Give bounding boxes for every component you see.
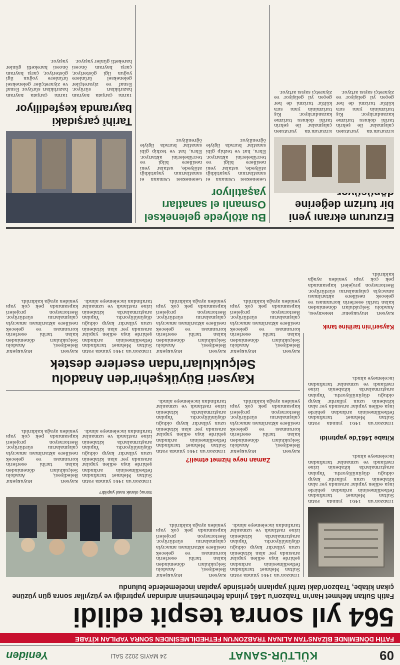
main-subhead: Fatih Sultan Mehmet Han'ın Trabzon'u 1461 yılında fethetmesinin ardından yaptırdığı ve yüzyıllar sonra gün yüzüne çıkan kitabe, Trabzon'daki tarihî yapıların içerisinde yapılan incelemelerde bulundu [12, 583, 394, 599]
article-text-erz-2: Erzurum'da yürütülen çalışmalar ile şehrin tarihi dokusu turizme kazandırılıyor. Kış turizminin yanı sıra kültür turizmi de her geçen yıl gelişiyor ve ziyaretçi sayısı artıyor. [274, 88, 332, 133]
article-text-mid-4: Trabzon'un 1461 yılında Fatih Sultan Mehmet tarafından fethedilmesinin ardından şehirde inşa edilen yapılar arasında yer alan kitabenin uzun yıllardır kayıp olduğu düşünülüyordu. Yapılan araştırmalarda kitabenin izine rastlandı ve uzmanlar tarafından incelemeye alındı. [156, 397, 226, 453]
article-text-k4: Kayseri Büyükşehir Belediyesi, Anadolu Selçukluları döneminden kalan tarihi eserlerin korunması ve gelecek nesillere aktarılması amacıyla çalışmalarını sürdürüyor. Restorasyon projeleri kapsamında pek çok yapı yeniden ayağa kaldırıldı. [6, 297, 78, 353]
column-rule-3 [135, 5, 136, 223]
column-rule [303, 333, 304, 577]
bottom-section-rule [6, 227, 394, 229]
bazaar-headline: Tarihî çarşıdaki bayramda keşfediliyor [15, 102, 132, 127]
atolye-headline: Bu atölyede geleneksel Osmanlı el sanatları yaşatılıyor [144, 186, 266, 223]
officials-photo-art [6, 497, 152, 577]
article-text-left-1: Trabzon'un 1461 yılında Fatih Sultan Mehmet tarafından fethedilmesinin ardından şehirde inşa edilen yapılar arasında yer alan kitabenin uzun yıllardır kayıp olduğu düşünülüyordu. Yapılan araştırmalarda kitabenin izine rastlandı ve uzmanlar tarafından incelemeye alındı. [308, 453, 394, 503]
article-text-left-2: Trabzon'un 1461 yılında Fatih Sultan Mehmet tarafından fethedilmesinin ardından şehirde inşa edilen yapılar arasında yer alan kitabenin uzun yıllardır kayıp olduğu düşünülüyordu. Yapılan araştırmalarda kitabenin izine rastlandı ve uzmanlar tarafından incelemeye alındı. [308, 375, 394, 425]
red-subheading: Kayseri'nin tarihine tanık [322, 323, 394, 329]
section-title: KÜLTÜR-SANAT [228, 649, 318, 662]
article-text-mid-3: Kayseri Büyükşehir Belediyesi, Anadolu Selçukluları döneminden kalan tarihi eserlerin korunması ve gelecek nesillere aktarılması amacıyla çalışmalarını sürdürüyor. Restorasyon projeleri kapsamında pek çok yapı yeniden ayağa kaldırıldı. [230, 397, 300, 453]
article-text-at-2: Geleneksel Osmanlı el sanatlarının yaşatıldığı atölyede, ustalar yeni nesillere bilgi ve tecrübelerini aktarıyor. Ebru, hat ve tezhip gibi sanatlar burada ilgiyle öğreniliyor. [140, 136, 202, 181]
article-text-mid-2: Kayseri Büyükşehir Belediyesi, Anadolu Selçukluları döneminden kalan tarihi eserlerin korunması ve gelecek nesillere aktarılması amacıyla çalışmalarını sürdürüyor. Restorasyon projeleri kapsamında pek çok yapı yeniden ayağa kaldırıldı. [156, 521, 226, 577]
article-text-at-1: Geleneksel Osmanlı el sanatlarının yaşatıldığı atölyede, ustalar yeni nesillere bilgi ve tecrübelerini aktarıyor. Ebru, hat ve tezhip gibi sanatlar burada ilgiyle öğreniliyor. [206, 136, 266, 181]
inscription-photo-art [308, 507, 394, 577]
article-text-mid-1: Trabzon'un 1461 yılında Fatih Sultan Mehmet tarafından fethedilmesinin ardından şehirde inşa edilen yapılar arasında yer alan kitabenin uzun yıllardır kayıp olduğu düşünülüyordu. Yapılan araştırmalarda kitabenin izine rastlandı ve uzmanlar tarafından incelemeye alındı. [230, 521, 300, 577]
article-text-erz-1: Erzurum'da yürütülen çalışmalar ile şehrin tarihi dokusu turizme kazandırılıyor. Kış turizminin yanı sıra kültür turizmi de her geçen yıl gelişiyor ve ziyaretçi sayısı artıyor. [336, 88, 394, 133]
erzurum-photo-art [274, 137, 394, 193]
main-headline: 564 yıl sonra tespit edildi [72, 602, 394, 632]
erzurum-headline: Erzurum ekranı yeni bir turizm değerine [288, 198, 394, 223]
column-rule-2 [269, 5, 270, 223]
article-text-baz-2: Tarihî çarşıda bayram hazırlıkları sürüyor. Esnaf ve ziyaretçiler geleneksel ürünlere yoğun ilgi gösteriyor, çarşı bayram öncesi hareketli günler yaşıyor. [6, 58, 68, 97]
page-number: 09 [379, 648, 394, 663]
article-text-k1: Kayseri Büyükşehir Belediyesi, Anadolu Selçukluları döneminden kalan tarihi eserlerin korunması ve gelecek nesillere aktarılması amacıyla çalışmalarını sürdürüyor. Restorasyon projeleri kapsamında pek çok yapı yeniden ayağa kaldırıldı. [230, 297, 300, 353]
kayseri-headline: Kayseri Büyükşehir'den Anadolu Selçukluları'ndan eserlere destek [50, 357, 256, 387]
article-text-k3: Trabzon'un 1461 yılında Fatih Sultan Mehmet tarafından fethedilmesinin ardından şehirde inşa edilen yapılar arasında yer alan kitabenin uzun yıllardır kayıp olduğu düşünülüyordu. Yapılan araştırmalarda kitabenin izine rastlandı ve uzmanlar tarafından incelemeye alındı. [82, 297, 152, 353]
article-text-baz-1: Tarihî çarşıda bayram hazırlıkları sürüyor. Esnaf ve ziyaretçiler geleneksel ürünlere yoğun ilgi gösteriyor, çarşı bayram öncesi hareketli günler yaşıyor. [72, 58, 132, 97]
page-header [0, 645, 400, 665]
article-text-left-3: Kayseri Büyükşehir Belediyesi, Anadolu Selçukluları döneminden kalan tarihi eserlerin korunması ve gelecek nesillere aktarılması amacıyla çalışmalarını sürdürüyor. Restorasyon projeleri kapsamında pek çok yapı yeniden ayağa kaldırıldı. [308, 270, 394, 315]
officials-photo [6, 497, 152, 577]
officials-caption: Sonuç olarak nasıl yapıldı? [99, 490, 152, 495]
inscription-photo [308, 507, 394, 577]
topic-band: FATİH DÖNEMİNDE BİZANS'TAN ALINAN TRABZON'UN FETHEDİLMESİNDEN SONRA YAPILAN KİTABE [0, 633, 400, 643]
issue-date: 24 MAYIS 2022 SALI [110, 652, 167, 659]
bazaar-photo-art [6, 131, 132, 223]
article-text-right-2: Kayseri Büyükşehir Belediyesi, Anadolu Selçukluları döneminden kalan tarihi eserlerin korunması ve gelecek nesillere aktarılması amacıyla çalışmalarını sürdürüyor. Restorasyon projeleri kapsamında pek çok yapı yeniden ayağa kaldırıldı. [6, 427, 78, 483]
left-subheading: Kitabe 1461'de yaptırıldı [319, 434, 394, 441]
section-rule [6, 390, 300, 391]
article-text-k2: Kayseri Büyükşehir Belediyesi, Anadolu Selçukluları döneminden kalan tarihi eserlerin korunması ve gelecek nesillere aktarılması amacıyla çalışmalarını sürdürüyor. Restorasyon projeleri kapsamında pek çok yapı yeniden ayağa kaldırıldı. [156, 297, 226, 353]
bazaar-photo [6, 131, 132, 223]
pull-quote: Zaman neye hizmet etmeli? [185, 456, 271, 463]
erzurum-photo [274, 137, 394, 193]
article-text-right-1: Trabzon'un 1461 yılında Fatih Sultan Mehmet tarafından fethedilmesinin ardından şehirde inşa edilen yapılar arasında yer alan kitabenin uzun yıllardır kayıp olduğu düşünülüyordu. Yapılan araştırmalarda kitabenin izine rastlandı ve uzmanlar tarafından incelemeye alındı. [82, 427, 152, 483]
brand-logo: Yeniden [6, 649, 49, 662]
